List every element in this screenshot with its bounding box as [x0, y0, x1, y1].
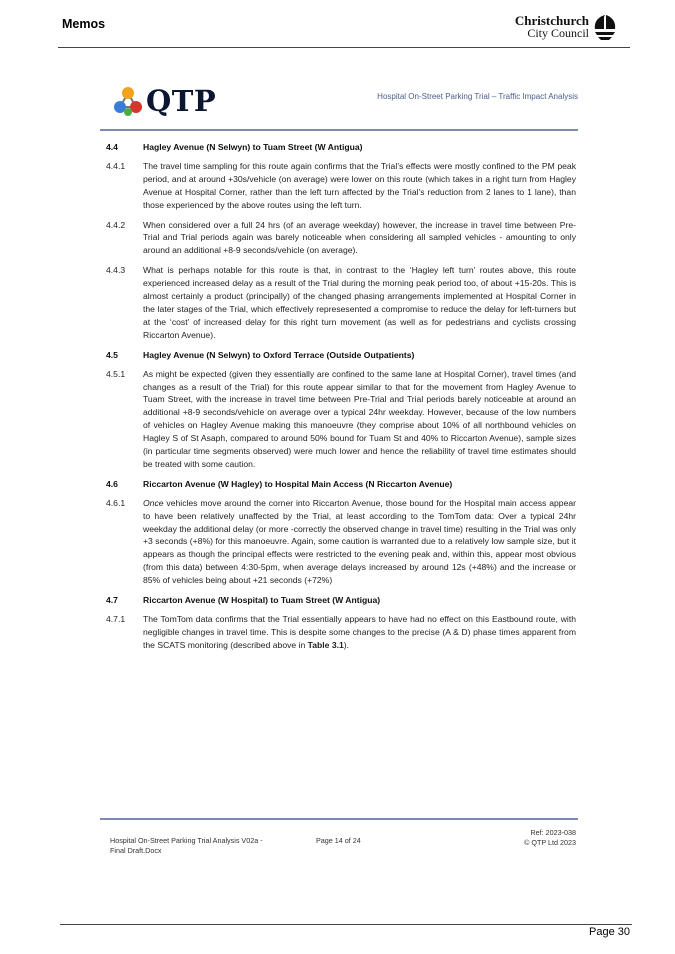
council-logo-line1: Christchurch	[514, 13, 589, 28]
section-heading-4-5	[106, 349, 576, 362]
section-title: Hagley Avenue (N Selwyn) to Oxford Terrace (Outside Outpatients)	[143, 349, 415, 360]
section-heading-4-7	[106, 594, 576, 607]
footer-ref: Ref: 2023-038	[530, 828, 576, 837]
paragraph-text	[143, 497, 576, 587]
paragraph-number: 4.4.1	[106, 160, 126, 171]
paragraph-4-4-3	[106, 264, 576, 341]
paragraph-text-main: The TomTom data confirms that the Trial essentially appears to have had no effect on this Eastbound route, with negligible changes in travel time. This is despite some changes to the precise (A & D) phase times apparent from the SCATS monitoring (described above in	[143, 614, 576, 650]
paragraph-text: What is perhaps notable for this route is that, in contrast to the ‘Hagley left turn’ routes above, this route experienced increased delay as a result of the Trial during the morning peak period too, of about +15-20s. This is almost certainly a product (principally) of the changed phasing arrangements implemented at Hospital Corner in the later stages of the Trial, which effectively represesented a compromise to reduce the delay for left-turners but at the ‘cost’ of increased delay for this right turn movement (as well as for pedestrians and cyclists crossing Riccarton Avenue).	[143, 265, 576, 340]
paragraph-text-rest: vehicles move around the corner into Riccarton Avenue, those bound for the Hospital main access appear to have been relatively unaffected by the Trial, at least according to the TomTom data: Over a typical 24hr weekday the additional delay (or more -correctly the observed change in travel time) resulting in the Trial was only +3 seconds (+8%) for this manoeuvre. Again, some caution is warranted due to a relatively low sample size, but it appears as though the principal effects were restricted to the evening peak and, within this, appear most obvious (from this data) between 4:30-5pm, when average delays increased by around 12s (+48%) and the increase or 85% of vehicles being about +21 seconds (+72%)	[143, 497, 576, 586]
report-header-rule	[100, 129, 578, 131]
outer-header-rule	[58, 47, 630, 48]
footer-document-name	[110, 836, 290, 856]
section-number: 4.7	[106, 595, 118, 606]
section-number: 4.6	[106, 478, 118, 489]
paragraph-4-7-1	[106, 613, 576, 652]
footer-doc-line2: Final Draft.Docx	[110, 846, 162, 855]
paragraph-text: The travel time sampling for this route again confirms that the Trial’s effects were mostly confined to the PM peak period, and at around +30s/vehicle (on average) were lower on this route (which takes in a right turn from Hagley Avenue at Hospital Corner, rather than the left turn affected by the Trial’s reduction from 2 lanes to 1 lane), than those experienced by the above routes using the left turn.	[143, 160, 576, 210]
outer-header-title: Memos	[62, 17, 106, 31]
report-body	[106, 141, 576, 659]
section-number: 4.5	[106, 349, 118, 360]
outer-page-number: Page 30	[589, 926, 630, 938]
section-heading-4-4	[106, 141, 576, 154]
footer-copyright: © QTP Ltd 2023	[524, 838, 576, 847]
section-heading-4-6	[106, 478, 576, 491]
council-logo	[515, 14, 617, 41]
running-title: Hospital On-Street Parking Trial – Traffic Impact Analysis	[377, 92, 578, 101]
qtp-molecule-icon	[112, 85, 144, 117]
footer-doc-line1: Hospital On-Street Parking Trial Analysis V02a -	[110, 836, 263, 845]
paragraph-4-4-2	[106, 219, 576, 258]
section-title: Hagley Avenue (N Selwyn) to Tuam Street (W Antigua)	[143, 142, 363, 152]
council-logo-line2: City Council	[527, 26, 589, 40]
ccc-emblem-icon	[593, 14, 617, 41]
paragraph-number: 4.4.2	[106, 219, 126, 230]
paragraph-text-tail: ).	[343, 639, 350, 650]
paragraph-number: 4.4.3	[106, 265, 126, 276]
report-footer-rule	[100, 818, 578, 820]
paragraph-4-6-1	[106, 497, 576, 587]
qtp-logo-text: QTP	[146, 84, 217, 118]
emphasis-text: Once	[143, 497, 164, 508]
paragraph-text	[143, 613, 576, 652]
paragraph-number: 4.5.1	[106, 368, 126, 379]
paragraph-text: When considered over a full 24 hrs (of an average weekday) however, the increase in travel time between Pre-Trial and Trial periods again was barely noticeable when considering all sampled vehicles - amounting to only around an additional +8-9 seconds/vehicle (on average).	[143, 219, 576, 256]
footer-reference	[524, 828, 576, 848]
paragraph-text: As might be expected (given they essentially are confined to the same lane at Hospital Corner), travel times (and changes as a result of the Trial) for this route appear similar to that for the movement from Hagley Avenue to Tuam Street, with the increase in travel time between Pre-Trial and Trial periods barely noticeable at around an additional +8-9 seconds/vehicle on average over a typical 24hr weekday. However, because of the low numbers of vehicles on Hagley Avenue making this manoeuvre (they comprise about 10% of all northbound vehicles on Hagley S of St Asaph, compared to around 50% bound for Tuam St and 40% to Riccarton Avenue), sample sizes (in particular time segments observed) were much lower and hence the reliability of travel time estimates should be treated with some caution.	[143, 368, 576, 469]
section-number: 4.4	[106, 142, 118, 152]
section-title: Riccarton Avenue (W Hospital) to Tuam Street (W Antigua)	[143, 595, 381, 606]
paragraph-number: 4.6.1	[106, 497, 126, 508]
qtp-logo	[112, 84, 216, 118]
outer-footer-rule	[60, 924, 632, 925]
paragraph-number: 4.7.1	[106, 614, 126, 624]
paragraph-4-4-1	[106, 160, 576, 212]
paragraph-4-5-1	[106, 368, 576, 471]
footer-page-number: Page 14 of 24	[316, 836, 361, 845]
table-reference: Table 3.1	[307, 639, 344, 650]
section-title: Riccarton Avenue (W Hagley) to Hospital Main Access (N Riccarton Avenue)	[143, 478, 453, 489]
report-page	[98, 78, 590, 878]
